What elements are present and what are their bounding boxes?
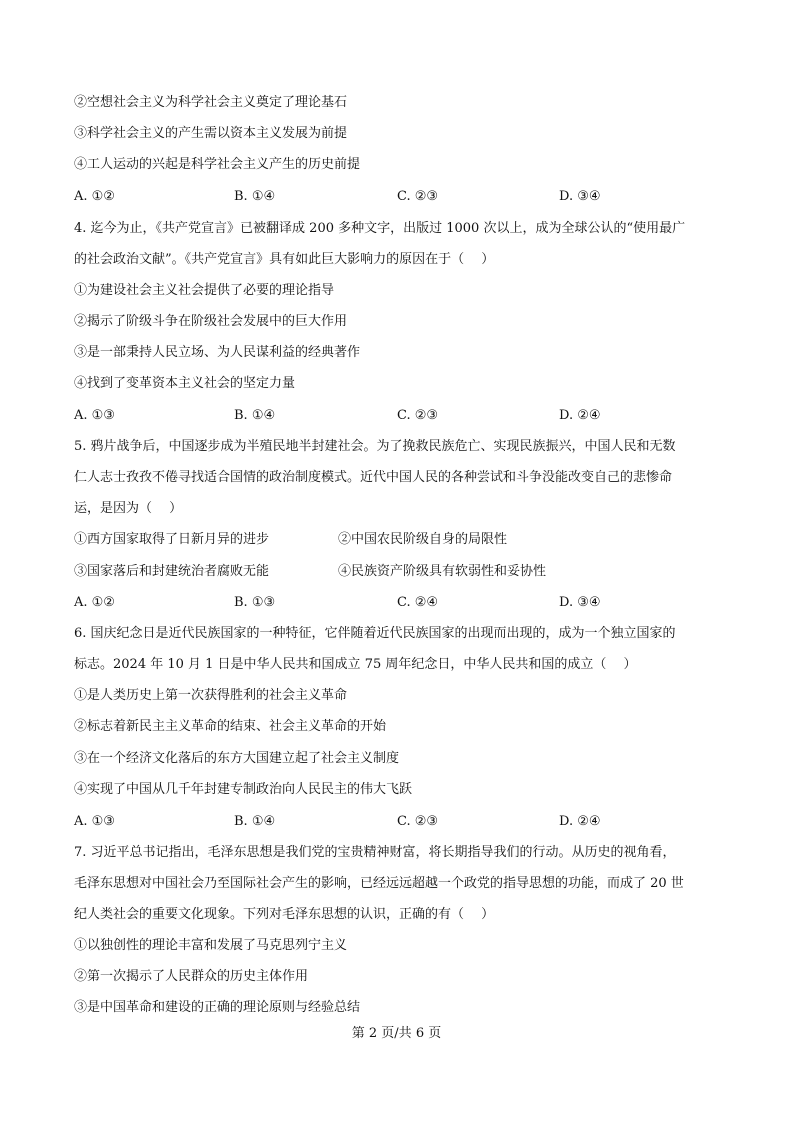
q3-option-d: D. ③④ [559,189,601,204]
q6-item-1: ①是人类历史上第一次获得胜利的社会主义革命 [74,688,348,703]
q3-option-a: A. ①② [74,189,115,204]
q3-item-4: ④工人运动的兴起是科学社会主义产生的历史前提 [74,157,361,172]
q7-stem-line-3: 纪人类社会的重要文化现象。下列对毛泽东思想的认识，正确的有（ ） [74,907,495,922]
q3-option-c: C. ②③ [397,189,439,204]
q4-option-c: C. ②③ [397,408,439,423]
q7-stem-line-1: 7. 习近平总书记指出，毛泽东思想是我们党的宝贵精神财富，将长期指导我们的行动。从历史的视角看， [74,845,676,860]
q4-item-1: ①为建设社会主义社会提供了必要的理论指导 [74,283,335,298]
q7-item-3: ③是中国革命和建设的正确的理论原则与经验总结 [74,1000,361,1015]
q4-stem-line-2: 的社会政治文献”。《共产党宣言》具有如此巨大影响力的原因在于（ ） [74,252,495,267]
q7-item-1: ①以独创性的理论丰富和发展了马克思列宁主义 [74,938,348,953]
q4-item-2: ②揭示了阶级斗争在阶级社会发展中的巨大作用 [74,314,348,329]
q4-option-a: A. ①③ [74,408,115,423]
q5-option-a: A. ①② [74,595,115,610]
q4-item-3: ③是一部秉持人民立场、为人民谋利益的经典著作 [74,345,361,360]
q4-options [74,406,724,426]
q5-options [74,593,724,613]
q4-stem-line-1: 4. 迄今为止，《共产党宣言》已被翻译成 200 多种文字，出版过 1000 次以上，成为全球公认的“使用最广 [74,221,686,236]
q6-stem-line-1: 6. 国庆纪念日是近代民族国家的一种特征，它伴随着近代民族国家的出现而出现的，成为一个独立国家的 [74,626,676,641]
q7-stem-line-2: 毛泽东思想对中国社会乃至国际社会产生的影响，已经远远超越一个政党的指导思想的功能，而成了 20 世 [74,876,684,891]
q3-options [74,187,724,207]
q5-item-2: ②中国农民阶级自身的局限性 [338,532,508,547]
q7-item-2: ②第一次揭示了人民群众的历史主体作用 [74,969,309,984]
q5-item-1: ①西方国家取得了日新月异的进步 [74,532,270,547]
q5-option-c: C. ②④ [397,595,439,610]
q5-stem-line-2: 仁人志士孜孜不倦寻找适合国情的政治制度模式。近代中国人民的各种尝试和斗争没能改变自己的悲惨命 [74,470,673,485]
q4-option-b: B. ①④ [234,408,276,423]
q3-option-b: B. ①④ [234,189,276,204]
q5-option-d: D. ③④ [559,595,601,610]
q6-option-a: A. ①③ [74,814,115,829]
q6-options [74,812,724,832]
q6-stem-line-2: 标志。2024 年 10 月 1 日是中华人民共和国成立 75 周年纪念日，中华人民共和国的成立（ ） [74,657,637,672]
page-number-footer: 第 2 页/共 6 页 [351,1026,442,1041]
q6-option-b: B. ①④ [234,814,276,829]
q4-option-d: D. ②④ [559,408,601,423]
q3-item-3: ③科学社会主义的产生需以资本主义发展为前提 [74,126,348,141]
q5-option-b: B. ①③ [234,595,276,610]
q6-option-c: C. ②③ [397,814,439,829]
q6-item-4: ④实现了中国从几千年封建专制政治向人民民主的伟大飞跃 [74,782,413,797]
q3-item-2: ②空想社会主义为科学社会主义奠定了理论基石 [74,95,348,110]
q5-stem-line-3: 运，是因为（ ） [74,501,183,516]
q5-items-row-2 [74,562,724,582]
q6-item-2: ②标志着新民主主义革命的结束、社会主义革命的开始 [74,719,387,734]
q5-item-3: ③国家落后和封建统治者腐败无能 [74,564,270,579]
q5-item-4: ④民族资产阶级具有软弱性和妥协性 [338,564,547,579]
q5-items-row-1 [74,530,724,550]
q5-stem-line-1: 5. 鸦片战争后，中国逐步成为半殖民地半封建社会。为了挽救民族危亡、实现民族振兴，中国人民和无数 [74,439,676,454]
q6-item-3: ③在一个经济文化落后的东方大国建立起了社会主义制度 [74,751,400,766]
q6-option-d: D. ②④ [559,814,601,829]
q4-item-4: ④找到了变革资本主义社会的坚定力量 [74,376,296,391]
